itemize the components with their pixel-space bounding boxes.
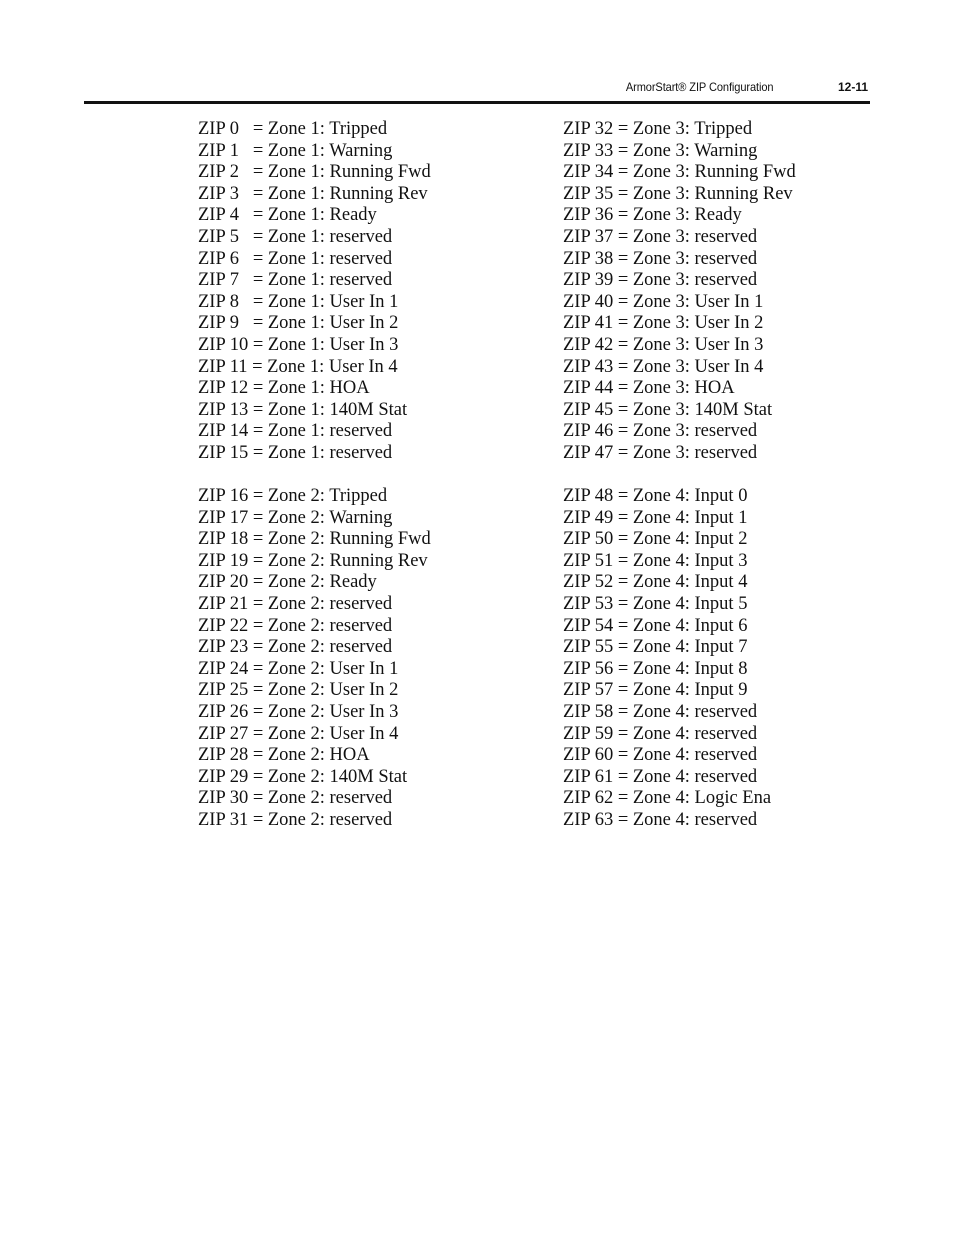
zip-line: ZIP 50 = Zone 4: Input 2 <box>563 529 748 550</box>
zip-line: ZIP 39 = Zone 3: reserved <box>563 270 758 291</box>
zip-line: ZIP 30 = Zone 2: reserved <box>198 788 393 809</box>
zip-list-left-column <box>198 119 431 832</box>
zip-line: ZIP 15 = Zone 1: reserved <box>198 442 393 463</box>
zip-line: ZIP 20 = Zone 2: Ready <box>198 572 377 593</box>
zip-line: ZIP 33 = Zone 3: Warning <box>563 140 758 161</box>
zip-line: ZIP 23 = Zone 2: reserved <box>198 637 393 658</box>
zip-line: ZIP 54 = Zone 4: Input 6 <box>563 615 748 636</box>
zip-line: ZIP 0 = Zone 1: Tripped <box>198 119 388 139</box>
zip-line: ZIP 1 = Zone 1: Warning <box>198 140 393 161</box>
zip-line: ZIP 56 = Zone 4: Input 8 <box>563 658 748 679</box>
zip-line: ZIP 5 = Zone 1: reserved <box>198 226 393 247</box>
page-header <box>84 78 870 100</box>
zip-line: ZIP 44 = Zone 3: HOA <box>563 378 735 399</box>
zip-line: ZIP 17 = Zone 2: Warning <box>198 507 393 528</box>
header-title: ArmorStart® ZIP Configuration <box>625 80 773 94</box>
zip-line: ZIP 61 = Zone 4: reserved <box>563 766 758 787</box>
zip-line: ZIP 16 = Zone 2: Tripped <box>198 486 388 507</box>
zip-line: ZIP 14 = Zone 1: reserved <box>198 421 393 442</box>
zip-block-zones-4 <box>563 486 796 832</box>
zip-line: ZIP 35 = Zone 3: Running Rev <box>563 183 793 204</box>
zip-line: ZIP 41 = Zone 3: User In 2 <box>563 313 764 334</box>
zip-line: ZIP 59 = Zone 4: reserved <box>563 723 758 744</box>
zip-line: ZIP 7 = Zone 1: reserved <box>198 270 393 291</box>
zip-line: ZIP 46 = Zone 3: reserved <box>563 421 758 442</box>
zip-line: ZIP 43 = Zone 3: User In 4 <box>563 356 764 377</box>
page-number: 12-11 <box>837 80 868 94</box>
zip-line: ZIP 22 = Zone 2: reserved <box>198 615 393 636</box>
zip-line: ZIP 12 = Zone 1: HOA <box>198 378 370 399</box>
zip-line: ZIP 40 = Zone 3: User In 1 <box>563 291 764 312</box>
zip-line: ZIP 18 = Zone 2: Running Fwd <box>198 529 431 550</box>
zip-line: ZIP 26 = Zone 2: User In 3 <box>198 702 399 723</box>
zip-line: ZIP 55 = Zone 4: Input 7 <box>563 637 748 658</box>
zip-line: ZIP 24 = Zone 2: User In 1 <box>198 658 399 679</box>
zip-line: ZIP 36 = Zone 3: Ready <box>563 205 742 226</box>
header-rule <box>84 101 870 104</box>
zip-line: ZIP 45 = Zone 3: 140M Stat <box>563 399 773 420</box>
zip-line: ZIP 34 = Zone 3: Running Fwd <box>563 162 796 183</box>
zip-line: ZIP 37 = Zone 3: reserved <box>563 226 758 247</box>
zip-line: ZIP 51 = Zone 4: Input 3 <box>563 550 748 571</box>
zip-line: ZIP 19 = Zone 2: Running Rev <box>198 550 428 571</box>
zip-line: ZIP 11 = Zone 1: User In 4 <box>198 356 398 377</box>
zip-line: ZIP 60 = Zone 4: reserved <box>563 745 758 766</box>
zip-line: ZIP 29 = Zone 2: 140M Stat <box>198 766 408 787</box>
zip-line: ZIP 38 = Zone 3: reserved <box>563 248 758 269</box>
zip-line: ZIP 49 = Zone 4: Input 1 <box>563 507 748 528</box>
zip-line: ZIP 2 = Zone 1: Running Fwd <box>198 162 431 183</box>
zip-line: ZIP 4 = Zone 1: Ready <box>198 205 377 226</box>
zip-block-zones-1 <box>198 119 431 465</box>
zip-line: ZIP 3 = Zone 1: Running Rev <box>198 183 428 204</box>
zip-line: ZIP 62 = Zone 4: Logic Ena <box>563 788 772 809</box>
zip-line: ZIP 63 = Zone 4: reserved <box>563 810 758 830</box>
zip-line: ZIP 9 = Zone 1: User In 2 <box>198 313 399 334</box>
zip-line: ZIP 25 = Zone 2: User In 2 <box>198 680 399 701</box>
zip-line: ZIP 48 = Zone 4: Input 0 <box>563 486 748 507</box>
zip-line: ZIP 32 = Zone 3: Tripped <box>563 119 753 139</box>
zip-list-right-column <box>563 119 796 832</box>
zip-line: ZIP 28 = Zone 2: HOA <box>198 745 370 766</box>
zip-line: ZIP 42 = Zone 3: User In 3 <box>563 334 764 355</box>
zip-line: ZIP 52 = Zone 4: Input 4 <box>563 572 748 593</box>
zip-line: ZIP 21 = Zone 2: reserved <box>198 594 393 615</box>
zip-block-zones-3 <box>563 119 796 465</box>
zip-line: ZIP 57 = Zone 4: Input 9 <box>563 680 748 701</box>
zip-line: ZIP 27 = Zone 2: User In 4 <box>198 723 399 744</box>
zip-line: ZIP 8 = Zone 1: User In 1 <box>198 291 399 312</box>
zip-line: ZIP 58 = Zone 4: reserved <box>563 702 758 723</box>
zip-line: ZIP 13 = Zone 1: 140M Stat <box>198 399 408 420</box>
zip-line: ZIP 53 = Zone 4: Input 5 <box>563 594 748 615</box>
zip-block-zones-2 <box>198 486 431 832</box>
zip-line: ZIP 10 = Zone 1: User In 3 <box>198 334 399 355</box>
zip-line: ZIP 31 = Zone 2: reserved <box>198 810 393 830</box>
zip-line: ZIP 47 = Zone 3: reserved <box>563 442 758 463</box>
zip-line: ZIP 6 = Zone 1: reserved <box>198 248 393 269</box>
